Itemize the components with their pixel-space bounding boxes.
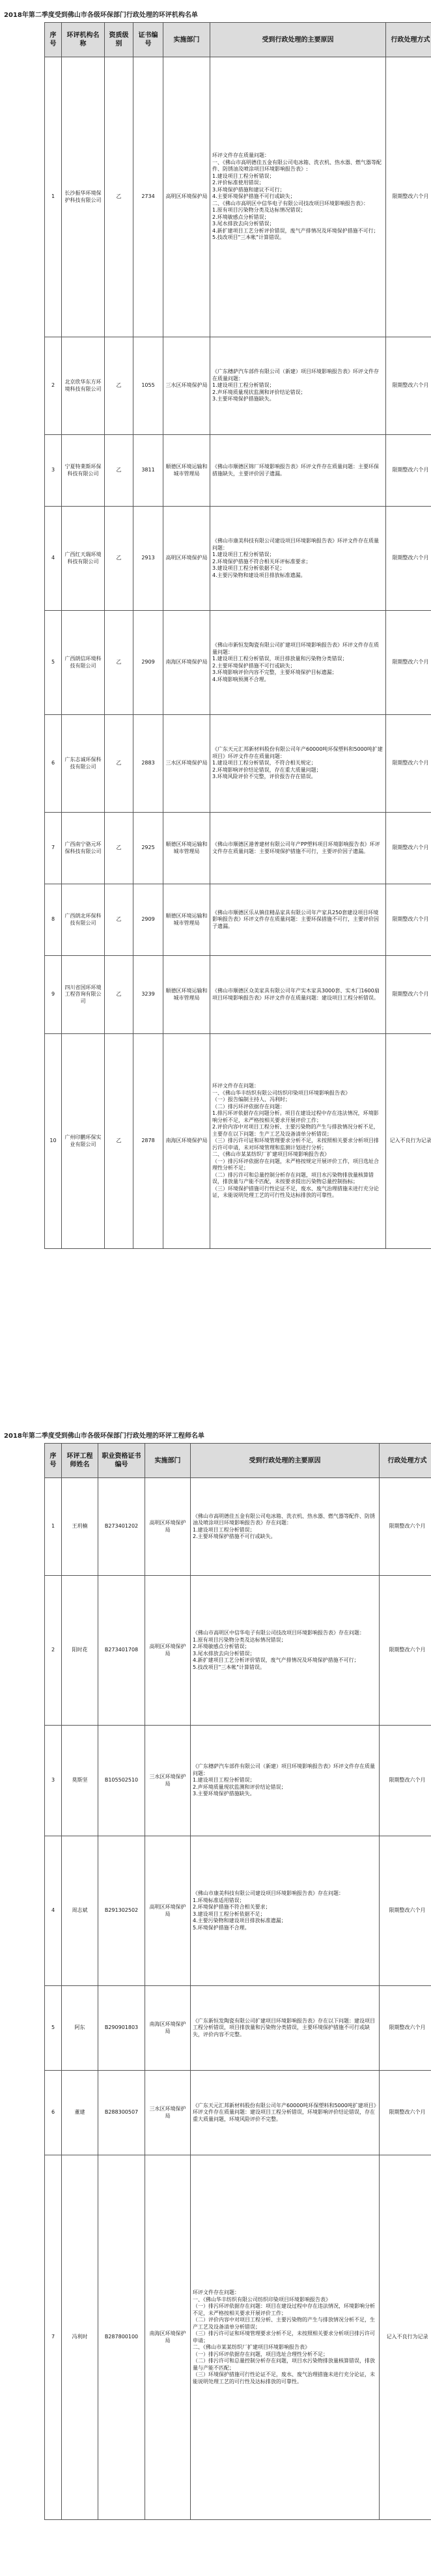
col-header-dept: 实施部门 bbox=[163, 23, 210, 57]
row-no: 6 bbox=[45, 2071, 62, 2155]
row-no: 2 bbox=[45, 1576, 62, 1726]
cert-number: 2925 bbox=[133, 813, 163, 884]
col-header-dept: 实施部门 bbox=[145, 1444, 191, 1478]
col-header-cert: 证书编号 bbox=[133, 23, 163, 57]
qualification-level: 乙 bbox=[105, 884, 133, 956]
cert-number: 2913 bbox=[133, 507, 163, 611]
col-header-action: 行政处理方式 bbox=[380, 1444, 431, 1478]
agency-table bbox=[44, 22, 431, 1249]
agency-name: 广西红天瑞环境科技有限公司 bbox=[62, 507, 105, 611]
agency-name: 广州印鹏环保实业有限公司 bbox=[62, 1034, 105, 1249]
cert-number: 2878 bbox=[133, 1034, 163, 1249]
cert-number: 2883 bbox=[133, 715, 163, 813]
dept: 南海区环境保护局 bbox=[163, 1034, 210, 1249]
cert-number: B105502510 bbox=[98, 1726, 145, 1836]
problem-text: 《佛山市顺德区锦厂环境影响报告表》环评文件存在质量问题：主要环保措施缺失，主要评价因子遗漏。 bbox=[210, 435, 386, 507]
table-row bbox=[45, 715, 431, 813]
dept: 三水区环境保护局 bbox=[145, 1726, 191, 1836]
qualification-level: 乙 bbox=[105, 715, 133, 813]
table-row bbox=[45, 884, 431, 956]
problem-text: 《佛山市高明德佳五金有限公司电冰箱、洗衣机、热水器、燃气器等配件、防锈油及喷涂项目环境影响报告表》存在问题： 1.建设项目工程分析错误； 2.主要环境保护措施不可行或缺失。 bbox=[191, 1478, 380, 1576]
col-header-reason: 受到行政处理的主要原因 bbox=[191, 1444, 380, 1478]
agency-name: 广西朗北环保科技有限公司 bbox=[62, 884, 105, 956]
engineer-table bbox=[44, 1443, 431, 2520]
row-no: 9 bbox=[45, 956, 62, 1034]
action: 限期整改六个月 bbox=[380, 1836, 431, 1986]
table-header-row bbox=[45, 1444, 431, 1478]
col-header-no: 序号 bbox=[45, 23, 62, 57]
action: 限期整改六个月 bbox=[386, 337, 431, 435]
col-header-action: 行政处理方式 bbox=[386, 23, 431, 57]
action: 限期整改六个月 bbox=[380, 1986, 431, 2071]
agency-name: 北京欣华东方环境科技有限公司 bbox=[62, 337, 105, 435]
cert-number: 3239 bbox=[133, 956, 163, 1034]
row-no: 4 bbox=[45, 507, 62, 611]
agency-name: 广东志诚环保科技有限公司 bbox=[62, 715, 105, 813]
action: 限期整改六个月 bbox=[386, 435, 431, 507]
dept: 高明区环境保护局 bbox=[145, 1478, 191, 1576]
table-row bbox=[45, 2071, 431, 2155]
action: 限期整改六个月 bbox=[386, 813, 431, 884]
cert-number: 2909 bbox=[133, 611, 163, 715]
problem-text: 环评文件存在问题： 一、《佛山华丰纺织有限公司纺织印染项目环境影响报告表》 （一）报告编制主持人、冯利时； （二）排污环评依据存在问题： 1.排污环评依据存在问题分析。项目在建设过程中存在违法情况，环境影响分析不足，未严格按相关要求开展评价工作； 2.评价内容中对项目工程分析、主要污染物的产生与排放情况分析不足，主要存在以下问题：生产工艺及设备清单分析错误； （三）排污许可证和环境管理要求分析不足，未按照相关要求分析项目排污许可申请，未对环境管理和监测计划进行分析； 二、《佛山市某某纺织厂扩建项目环境影响报告表》 （一）排污环评依据存在问题，未严格按规定开展评价工作，项目选址合理性分析不足； （二）排污许可和总量控制分析存在问题，项目水污染物排放量核算错误，排放量与产能不匹配，未按要求提出污染物总量控制指标； （三）环境保护措施可行性论证不足，废水、废气治理措施未进行充分论证，未能说明处理工艺的可行性及达标排放的可靠性。 bbox=[210, 1034, 386, 1249]
col-header-engineer: 环评工程师姓名 bbox=[62, 1444, 98, 1478]
problem-text: 《佛山市康美科技有限公司建设项目环境影响报告表》环评文件存在质量问题： 1.建设项目工程分析错误； 2.环境保护措施不符合相关环评标准要求； 3.建设项目工程分析依据不足； 4.主要污染物和建设项目排放标准遗漏。 bbox=[210, 507, 386, 611]
agency-name: 四川省国环环境工程咨询有限公司 bbox=[62, 956, 105, 1034]
action: 限期整改六个月 bbox=[380, 1576, 431, 1726]
engineer-name: 冯利时 bbox=[62, 2155, 98, 2520]
table-header-row bbox=[45, 23, 431, 57]
engineer-name: 莫斯坚 bbox=[62, 1726, 98, 1836]
col-header-level: 资质级别 bbox=[105, 23, 133, 57]
cert-number: B290901803 bbox=[98, 1986, 145, 2071]
problem-text: 环评文件存在问题： 一、《佛山华丰纺织有限公司纺织印染项目环境影响报告表》 （一）排污环评依据存在问题：项目在建设过程中存在违法情况，环境影响分析不足，未严格按相关要求开展评价工作； （二）评价内容中对项目工程分析、主要污染物的产生与排放情况分析不足，生产工艺及设备清单分析错误； （三）排污许可证和环境管理要求分析不足，未按照相关要求分析项目排污许可申请； 二、《佛山市某某纺织厂扩建项目环境影响报告表》 （一）排污环评依据存在问题，项目选址合理性分析不足； （二）排污许可和总量控制分析存在问题，项目水污染物排放量核算错误，排放量与产能不匹配； （三）环境保护措施可行性论证不足，废水、废气治理措施未进行充分论证，未能说明处理工艺的可行性及达标排放的可靠性。 bbox=[191, 2155, 380, 2520]
action: 限期整改六个月 bbox=[380, 1726, 431, 1836]
row-no: 8 bbox=[45, 884, 62, 956]
qualification-level: 乙 bbox=[105, 435, 133, 507]
problem-text: 《广东穗萨汽车部件有限公司（新建）项目环境影响报告表》环评文件存在质量问题： 1.建设项目工程分析错误； 2.声环境质量现状监测和评价结论错误； 3.主要环境保护措施缺失。 bbox=[210, 337, 386, 435]
cert-number: 3811 bbox=[133, 435, 163, 507]
dept: 顺德区环境运输和城市管理局 bbox=[163, 435, 210, 507]
row-no: 1 bbox=[45, 1478, 62, 1576]
cert-number: 2734 bbox=[133, 57, 163, 337]
dept: 顺德区环境运输和城市管理局 bbox=[163, 884, 210, 956]
cert-number: B273401708 bbox=[98, 1576, 145, 1726]
problem-text: 《佛山市高明区中信华电子有限公司技改项目环境影响报告表》存在问题： 1.原有项目污染物分类及达标情况错误； 2.环境敏感点分析错误； 3.尾水排放去向分析错误； 4.新扩建项目工艺分析评价错误，废气产排情况及环境保护措施不可行； 5.技改项目"三本帐"计算错误。 bbox=[191, 1576, 380, 1726]
table-row bbox=[45, 507, 431, 611]
table-row bbox=[45, 1836, 431, 1986]
dept: 高明区环境保护局 bbox=[145, 1576, 191, 1726]
table-row bbox=[45, 813, 431, 884]
engineer-name: 周志斌 bbox=[62, 1836, 98, 1986]
cert-number: B287800100 bbox=[98, 2155, 145, 2520]
dept: 高明区环境保护局 bbox=[145, 1836, 191, 1986]
row-no: 1 bbox=[45, 57, 62, 337]
action: 限期整改六个月 bbox=[386, 715, 431, 813]
problem-text: 环评文件存在质量问题： 一、《佛山市高明德佳五金有限公司电冰箱、洗衣机、热水器、燃气器等配件、防锈油及喷涂项目环境影响报告表》: 1.建设项目工程分析错误； 2.评价标准使用错误； 3.环境保护措施和建议不可行； 4.主要环境保护措施不可行或缺失； 二、《佛山市高明区中信华电子有限公司技改项目环境影响报告表》： 1.原有项目污染物分类及达标情况错误； 2.环境敏感点分析错误； 3.尾水排放去向分析错误； 4.新扩建项目工艺分析评价错误，废气产排情况及环境保护措施不可行； 5.技改项目"三本帐"计算错误。 bbox=[210, 57, 386, 337]
dept: 顺德区环境运输和城市管理局 bbox=[163, 956, 210, 1034]
agency-name: 广西南宁骆元环保科技有限公司 bbox=[62, 813, 105, 884]
row-no: 4 bbox=[45, 1836, 62, 1986]
problem-text: 《佛山市顺德区众美家具有限公司年产实木家具3000套、实木门1600扇项目环境影响报告表》环评文件存在质量问题：建设项目工程分析错误。 bbox=[210, 956, 386, 1034]
table-row bbox=[45, 611, 431, 715]
dept: 顺德区环境运输和城市管理局 bbox=[163, 813, 210, 884]
table-row bbox=[45, 435, 431, 507]
engineer-name: 王玥楠 bbox=[62, 1478, 98, 1576]
table-row bbox=[45, 337, 431, 435]
problem-text: 《佛山市顺德区港普建材有限公司年产PP塑料项目环境影响报告表》环评文件存在质量问题：主要环境保护措施不可行，主要评价因子遗漏。 bbox=[210, 813, 386, 884]
engineer-name: 阿东 bbox=[62, 1986, 98, 2071]
row-no: 6 bbox=[45, 715, 62, 813]
col-header-no: 序号 bbox=[45, 1444, 62, 1478]
col-header-agency: 环评机构名称 bbox=[62, 23, 105, 57]
cert-number: 1055 bbox=[133, 337, 163, 435]
dept: 三水区环境保护局 bbox=[145, 2071, 191, 2155]
row-no: 3 bbox=[45, 1726, 62, 1836]
problem-text: 《佛山市新恒发陶瓷有限公司扩建项目环境影响报告表》环评文件存在质量问题： 1.建设项目工程分析错误，项目排放量和污染物分类错误； 2.主要环境保护措施不可行或缺失； 3.环境影响评价内容不完整，主要环境保护目标遗漏； 4.环境影响预测不合理。 bbox=[210, 611, 386, 715]
row-no: 5 bbox=[45, 611, 62, 715]
dept: 南海区环境保护局 bbox=[145, 1986, 191, 2071]
row-no: 2 bbox=[45, 337, 62, 435]
row-no: 10 bbox=[45, 1034, 62, 1249]
engineer-name: 董建 bbox=[62, 2071, 98, 2155]
problem-text: 《广东新恒发陶瓷有限公司扩建项目环境影响报告表》存在以下问题：建设项目工程分析错误，项目排放量和污染物分类错误，主要环境保护措施不可行或缺失，评价内容不完整。 bbox=[191, 1986, 380, 2071]
table-row bbox=[45, 1478, 431, 1576]
section1-title: 2018年第二季度受到佛山市各级环保部门行政处理的环评机构名单 bbox=[4, 12, 198, 19]
action: 限期整改六个月 bbox=[386, 57, 431, 337]
table-row bbox=[45, 1034, 431, 1249]
agency-name: 宁夏特莱斯环保科技有限公司 bbox=[62, 435, 105, 507]
qualification-level: 乙 bbox=[105, 956, 133, 1034]
row-no: 3 bbox=[45, 435, 62, 507]
problem-text: 《广东穗萨汽车部件有限公司（新建）项目环境影响报告表》环评文件存在质量问题： 1.建设项目工程分析错误； 2.声环境质量现状监测和评价结论错误； 3.主要环境保护措施缺失。 bbox=[191, 1726, 380, 1836]
action: 限期整改六个月 bbox=[380, 2071, 431, 2155]
table-row bbox=[45, 1986, 431, 2071]
cert-number: 2909 bbox=[133, 884, 163, 956]
dept: 高明区环境保护局 bbox=[163, 507, 210, 611]
cert-number: B273401202 bbox=[98, 1478, 145, 1576]
qualification-level: 乙 bbox=[105, 507, 133, 611]
dept: 南海区环境保护局 bbox=[145, 2155, 191, 2520]
action: 限期整改六个月 bbox=[386, 507, 431, 611]
qualification-level: 乙 bbox=[105, 1034, 133, 1249]
dept: 三水区环境保护局 bbox=[163, 715, 210, 813]
agency-name: 长沙振华环境保护科技有限公司 bbox=[62, 57, 105, 337]
problem-text: 《佛山市康美科技有限公司建设项目环境影响报告表》存在问题： 1.环境标准适用错误； 2.环境保护措施不符合相关要求； 3.建设项目工程分析依据不足； 4.主要污染物和建设项目排放标准遗漏； 5.环境保护措施不合理。 bbox=[191, 1836, 380, 1986]
col-header-cert: 职业资格证书编号 bbox=[98, 1444, 145, 1478]
action: 记入不良行为记录 bbox=[380, 2155, 431, 2520]
action: 限期整改六个月 bbox=[386, 884, 431, 956]
action: 限期整改六个月 bbox=[386, 611, 431, 715]
table-row bbox=[45, 956, 431, 1034]
qualification-level: 乙 bbox=[105, 337, 133, 435]
qualification-level: 乙 bbox=[105, 57, 133, 337]
dept: 南海区环境保护局 bbox=[163, 611, 210, 715]
table-row bbox=[45, 2155, 431, 2520]
row-no: 7 bbox=[45, 813, 62, 884]
dept: 三水区环境保护局 bbox=[163, 337, 210, 435]
cert-number: B288300507 bbox=[98, 2071, 145, 2155]
col-header-reason: 受到行政处理的主要原因 bbox=[210, 23, 386, 57]
problem-text: 《佛山市顺德区乐从镇佳精品家具有限公司年产家具250套建设项目环境影响报告表》环评文件存在质量问题：主要环保措施不可行，主要评价因子遗漏。 bbox=[210, 884, 386, 956]
section2-title: 2018年第二季度受到佛山市各级环保部门行政处理的环评工程师名单 bbox=[4, 1433, 204, 1440]
action: 限期整改六个月 bbox=[386, 956, 431, 1034]
row-no: 7 bbox=[45, 2155, 62, 2520]
problem-text: 《广东天元汇邦新材料股份有限公司年产60000吨环保塑料和5000吨扩建项目》环评文件存在质量问题： 1.建设项目工程分析错误，不符合相关规定； 2.环境影响评价结论错误，存在重大质量问题； 3.环境风险评价不完整，评价报告存在错误。 bbox=[210, 715, 386, 813]
action: 记入不良行为记录 bbox=[386, 1034, 431, 1249]
cert-number: B291302502 bbox=[98, 1836, 145, 1986]
agency-name: 广西朗信环境科技有限公司 bbox=[62, 611, 105, 715]
action: 限期整改六个月 bbox=[380, 1478, 431, 1576]
table-row bbox=[45, 57, 431, 337]
problem-text: 《广东天元汇邦新材料股份有限公司年产60000吨环保塑料和5000吨扩建项目》环评文件存在质量问题：建设项目工程分析错误，环境影响评价结论错误，存在重大质量问题，环境风险评价不完整。 bbox=[191, 2071, 380, 2155]
table-row bbox=[45, 1576, 431, 1726]
engineer-name: 阳时花 bbox=[62, 1576, 98, 1726]
dept: 高明区环境保护局 bbox=[163, 57, 210, 337]
table-row bbox=[45, 1726, 431, 1836]
qualification-level: 乙 bbox=[105, 813, 133, 884]
row-no: 5 bbox=[45, 1986, 62, 2071]
qualification-level: 乙 bbox=[105, 611, 133, 715]
